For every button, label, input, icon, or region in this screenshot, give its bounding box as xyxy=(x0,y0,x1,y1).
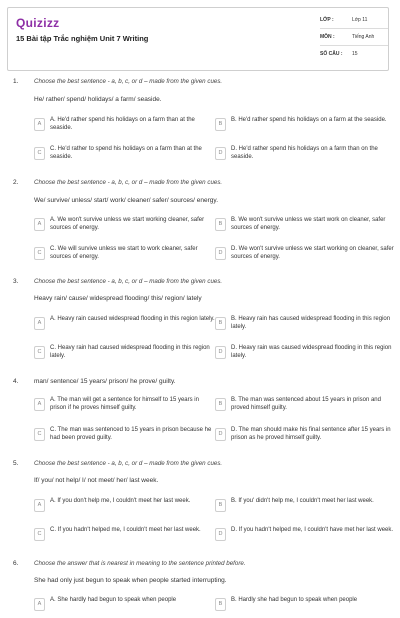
option-letter-box: C xyxy=(34,528,45,541)
option-a[interactable] xyxy=(34,596,214,618)
option-text: D. If you hadn't helped me, I couldn't have met her last week. xyxy=(231,527,394,533)
meta-value: 15 xyxy=(352,51,358,57)
option-letter-box: A xyxy=(34,118,45,131)
option-text: B. He'd rather spend his holidays on a farm at the seaside. xyxy=(231,117,387,123)
option-text: D. Heavy rain was caused widespread flooding in this region lately. xyxy=(231,345,392,359)
meta-row-subject xyxy=(320,29,388,46)
option-c[interactable] xyxy=(34,145,214,167)
option-text: B. If you' didn't help me, I couldn't meet her last week. xyxy=(231,498,374,504)
option-c[interactable] xyxy=(34,426,214,448)
meta-value: Tiếng Anh xyxy=(352,34,375,40)
option-letter-box: B xyxy=(215,218,226,231)
option-b[interactable] xyxy=(215,116,395,138)
option-b[interactable] xyxy=(215,497,395,519)
option-d[interactable] xyxy=(215,426,395,448)
option-text: D. He'd rather spend his holidays on a farm than on the seaside. xyxy=(231,146,378,160)
option-letter-box: D xyxy=(215,346,226,359)
option-letter-box: B xyxy=(215,598,226,611)
option-letter-box: B xyxy=(215,398,226,411)
option-text: A. The man will get a sentence for himself to 15 years in prison if he proves himself guilty. xyxy=(50,397,199,411)
question-prompt: He/ rather/ spend/ holidays/ a farm/ seaside. xyxy=(34,96,162,103)
option-letter-box: A xyxy=(34,499,45,512)
question-instruction: Choose the answer that is nearest in meaning to the sentence printed before. xyxy=(34,560,246,567)
option-b[interactable] xyxy=(215,596,395,618)
option-letter-box: D xyxy=(215,428,226,441)
quizizz-logo: Quizizz xyxy=(16,16,60,30)
option-letter-box: A xyxy=(34,598,45,611)
option-letter-box: D xyxy=(215,147,226,160)
option-text: A. If you don't help me, I couldn't meet her last week. xyxy=(50,498,191,504)
document-title: 15 Bài tập Trắc nghiệm Unit 7 Writing xyxy=(16,34,149,43)
option-d[interactable] xyxy=(215,145,395,167)
question-number: 4. xyxy=(13,378,19,385)
option-text: A. Heavy rain caused widespread flooding in this region lately. xyxy=(50,316,215,322)
document-meta xyxy=(320,12,388,62)
option-d[interactable] xyxy=(215,245,395,267)
option-letter-box: D xyxy=(215,528,226,541)
question-number: 6. xyxy=(13,560,19,567)
question-instruction: Choose the best sentence - a, b, c, or d – made from the given cues. xyxy=(34,78,223,85)
option-d[interactable] xyxy=(215,344,395,366)
option-a[interactable] xyxy=(34,396,214,418)
question-prompt: We/ survive/ unless/ start/ work/ cleaner/ safer/ sources/ energy. xyxy=(34,197,218,204)
question-number: 5. xyxy=(13,460,19,467)
option-letter-box: B xyxy=(215,317,226,330)
option-b[interactable] xyxy=(215,396,395,418)
option-b[interactable] xyxy=(215,315,395,337)
option-letter-box: A xyxy=(34,218,45,231)
meta-label: SỐ CÂU : xyxy=(320,51,343,57)
option-text: B. Heavy rain has caused widespread flooding in this region lately. xyxy=(231,316,391,330)
option-a[interactable] xyxy=(34,315,214,337)
option-letter-box: B xyxy=(215,499,226,512)
option-text: C. We will survive unless we start to work cleaner, safer sources of energy. xyxy=(50,246,198,260)
option-text: B. Hardly she had begun to speak when people xyxy=(231,597,358,603)
document-header xyxy=(7,7,389,71)
option-a[interactable] xyxy=(34,216,214,238)
option-a[interactable] xyxy=(34,497,214,519)
option-b[interactable] xyxy=(215,216,395,238)
option-a[interactable] xyxy=(34,116,214,138)
meta-label: MÔN : xyxy=(320,34,335,40)
meta-label: LỚP : xyxy=(320,17,334,23)
question-prompt: She had only just begun to speak when people started interrupting. xyxy=(34,577,227,584)
question-instruction: Choose the best sentence - a, b, c, or d – made from the given cues. xyxy=(34,278,223,285)
option-text: C. The man was sentenced to 15 years in prison because he had been proved guilty. xyxy=(50,427,212,441)
question-number: 2. xyxy=(13,179,19,186)
question-instruction: Choose the best sentence - a, b, c, or d – made from the given cues. xyxy=(34,179,223,186)
option-letter-box: A xyxy=(34,398,45,411)
option-text: A. We won't survive unless we start working cleaner, safer sources of energy. xyxy=(50,217,205,231)
question-instruction: Choose the best sentence - a, b, c, or d – made from the given cues. xyxy=(34,460,223,467)
question-prompt: Heavy rain/ cause/ widespread flooding/ this/ region/ lately xyxy=(34,295,202,302)
question-number: 1. xyxy=(13,78,19,85)
option-text: D. We won't survive unless we start working on cleaner, safer sources of energy. xyxy=(231,246,394,260)
option-text: C. If you hadn't helped me, I couldn't meet her last week. xyxy=(50,527,201,533)
option-letter-box: C xyxy=(34,147,45,160)
option-letter-box: C xyxy=(34,346,45,359)
option-d[interactable] xyxy=(215,526,395,548)
meta-value: Lớp 11 xyxy=(352,17,368,23)
option-letter-box: B xyxy=(215,118,226,131)
option-text: C. Heavy rain had caused widespread flooding in this region lately. xyxy=(50,345,210,359)
option-text: D. The man should make his final sentence after 15 years in prison as he proved himself guilty. xyxy=(231,427,391,441)
option-text: A. She hardly had begun to speak when people xyxy=(50,597,177,603)
option-c[interactable] xyxy=(34,526,214,548)
option-c[interactable] xyxy=(34,245,214,267)
option-text: B. The man was sentenced about 15 years in prison and proved himself guilty. xyxy=(231,397,381,411)
question-prompt: If/ you/ not help/ I/ not meet/ her/ last week. xyxy=(34,477,159,484)
meta-row-question-count xyxy=(320,46,388,62)
option-text: C. He'd rather to spend his holidays on a farm than at the seaside. xyxy=(50,146,202,160)
option-letter-box: A xyxy=(34,317,45,330)
option-letter-box: D xyxy=(215,247,226,260)
question-number: 3. xyxy=(13,278,19,285)
option-text: B. We won't survive unless we start work on cleaner, safer sources of energy. xyxy=(231,217,386,231)
meta-row-class xyxy=(320,12,388,29)
option-letter-box: C xyxy=(34,247,45,260)
question-prompt: man/ sentence/ 15 years/ prison/ he prove/ guilty. xyxy=(34,378,176,385)
option-letter-box: C xyxy=(34,428,45,441)
option-c[interactable] xyxy=(34,344,214,366)
option-text: A. He'd rather spend his holidays on a farm than at the seaside. xyxy=(50,117,195,131)
